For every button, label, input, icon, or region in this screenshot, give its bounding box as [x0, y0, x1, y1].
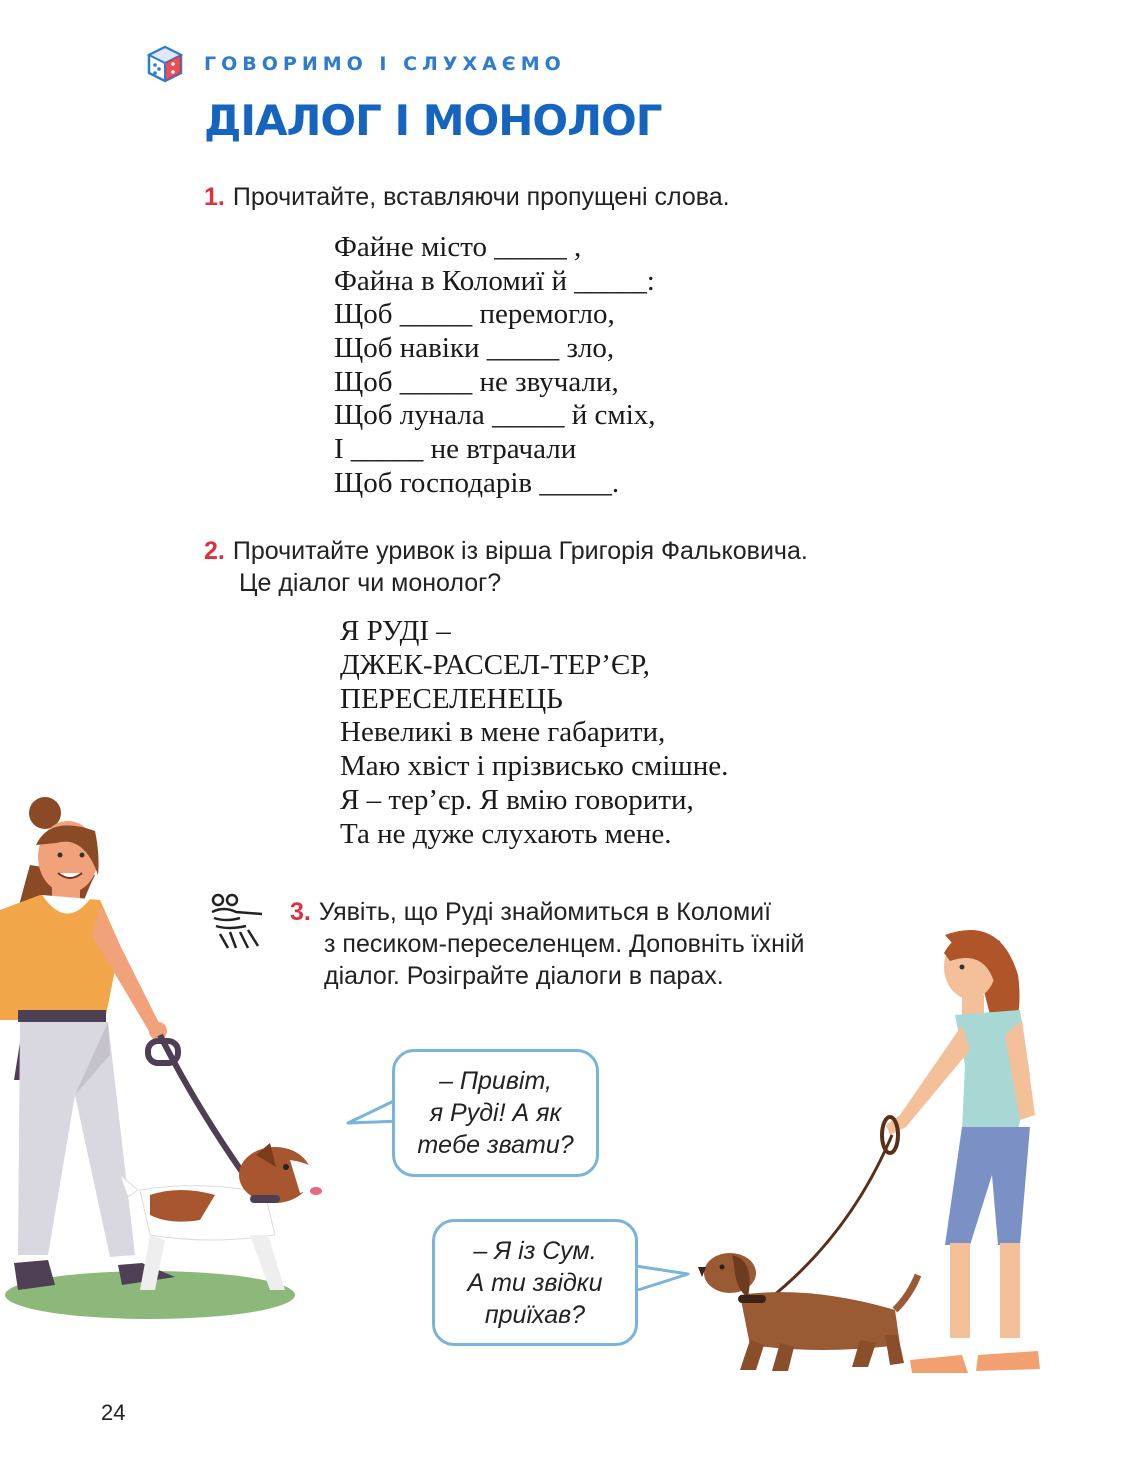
- poem-1: [334, 231, 656, 501]
- task-2-number: 2.: [204, 537, 225, 565]
- bubble-2-line: – Я із Сум.: [473, 1236, 597, 1265]
- task-1-text: Прочитайте, вставляючи пропущені слова.: [232, 183, 730, 211]
- section-header: [146, 44, 566, 84]
- bubble-2-line: приїхав?: [484, 1300, 586, 1329]
- girl-with-dachshund-illustration: [700, 915, 1060, 1385]
- dice-icon: [146, 45, 184, 83]
- poem-1-line: Щоб навіки _____ зло,: [334, 332, 615, 365]
- poem-1-line: Щоб лунала _____ й сміх,: [334, 399, 656, 432]
- task-2-text-line2: Це діалог чи монолог?: [239, 569, 502, 597]
- task-3-number: 3.: [290, 898, 311, 926]
- poem-2-line: Невеликі в мене габарити,: [340, 716, 666, 749]
- section-label: ГОВОРИМО І СЛУХАЄМО: [204, 53, 566, 75]
- bubble-2-tail: [632, 1260, 692, 1300]
- poem-2-line: Я – тер’єр. Я вмію говорити,: [340, 783, 694, 816]
- girl-with-terrier-illustration: [0, 795, 340, 1335]
- poem-1-line: Файне місто _____ ,: [334, 231, 582, 263]
- poem-1-line: Щоб _____ не звучали,: [334, 365, 619, 398]
- poem-2-line: Я РУДІ –: [340, 615, 451, 647]
- poem-1-line: І _____ не втрачали: [334, 433, 577, 466]
- poem-2-line: Та не дуже слухають мене.: [340, 817, 672, 850]
- page-number: 24: [101, 1400, 126, 1425]
- bubble-1-line: – Привіт,: [439, 1067, 552, 1095]
- speech-bubble-dachshund: [432, 1219, 638, 1346]
- bubble-1-line: я Руді! А як: [429, 1099, 562, 1127]
- task-3-text-line: Уявіть, що Руді знайомиться в Коломиї: [318, 898, 772, 926]
- poem-2: [340, 615, 728, 852]
- speech-bubble-rudi: [392, 1049, 599, 1177]
- bubble-2-line: А ти звідки: [467, 1268, 603, 1297]
- task-2-instruction: [204, 535, 808, 599]
- poem-1-line: Файна в Коломиї й _____:: [334, 264, 655, 297]
- page-title: ДІАЛОГ І МОНОЛОГ: [204, 96, 662, 145]
- task-1-instruction: [204, 181, 730, 213]
- task-1-number: 1.: [204, 183, 225, 211]
- poem-2-line: ДЖЕК-РАССЕЛ-ТЕР’ЄР,: [340, 648, 650, 681]
- poem-2-line: Маю хвіст і прізвисько смішне.: [340, 750, 729, 783]
- task-3-text-line: з песиком-переселенцем. Доповніть їхній: [324, 930, 805, 958]
- task-3-text-line: діалог. Розіграйте діалоги в парах.: [324, 962, 724, 990]
- task-2-text-line1: Прочитайте уривок із вірша Григорія Фальковича.: [232, 537, 808, 565]
- poem-2-line: ПЕРЕСЕЛЕНЕЦЬ: [340, 682, 563, 715]
- bubble-1-line: тебе звати?: [417, 1131, 574, 1159]
- poem-1-line: Щоб _____ перемогло,: [334, 298, 615, 331]
- poem-1-line: Щоб господарів _____.: [334, 466, 620, 499]
